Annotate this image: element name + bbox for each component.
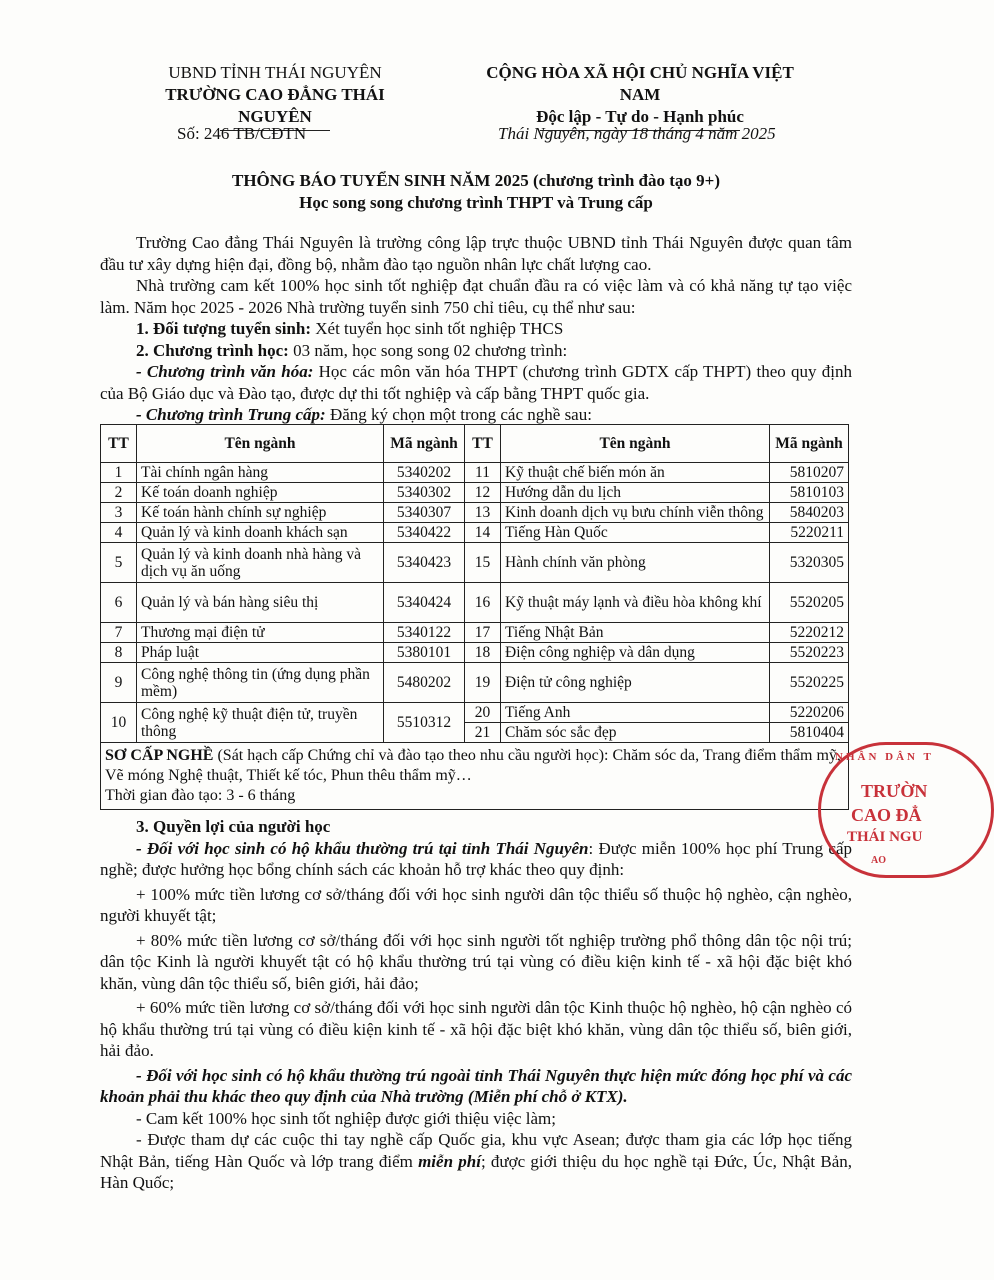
- major-number: 4: [101, 523, 137, 543]
- benefits-section: [100, 816, 852, 1194]
- free-of-charge: miễn phí: [418, 1151, 481, 1171]
- issuing-authority: [140, 62, 410, 131]
- table-header-row: [101, 425, 849, 463]
- majors-table: [100, 424, 849, 810]
- culture-program-text: Học các môn văn hóa THPT (chương trình GDTX cấp THPT) theo quy định của Bộ Giáo dục và Đào tạo, được dự thi tốt nghiệp và cấp bằng THPT quốc gia.: [100, 362, 852, 403]
- contests-and-classes: [100, 1129, 852, 1194]
- major-name: Công nghệ thông tin (ứng dụng phần mềm): [137, 663, 384, 703]
- local-students: [100, 838, 852, 881]
- major-number: 5: [101, 543, 137, 583]
- major-name: Kế toán hành chính sự nghiệp: [137, 503, 384, 523]
- major-code: 5220206: [770, 703, 849, 723]
- section-1-text: Xét tuyển học sinh tốt nghiệp THCS: [311, 319, 564, 338]
- major-number: 12: [465, 483, 501, 503]
- major-code: 5320305: [770, 543, 849, 583]
- header-name: Tên ngành: [501, 425, 770, 463]
- major-code: 5220212: [770, 623, 849, 643]
- contests-text-a: - Được tham dự các cuộc thi tay nghề cấp Quốc gia, khu vực Asean; được tham gia các lớp học tiếng Nhật Bản, tiếng Hàn Quốc và lớp trang điểm: [100, 1130, 852, 1171]
- major-name: Tiếng Anh: [501, 703, 770, 723]
- intro-paragraph-2: Nhà trường cam kết 100% học sinh tốt nghiệp đạt chuẩn đầu ra có việc làm và có khả năng tự tạo việc làm. Năm học 2025 - 2026 Nhà trường tuyển sinh 750 chỉ tiêu, cụ thể như sau:: [100, 276, 852, 317]
- major-name: Tiếng Hàn Quốc: [501, 523, 770, 543]
- section-2-label: 2. Chương trình học:: [136, 340, 289, 360]
- major-code: 5810207: [770, 463, 849, 483]
- table-row: [101, 623, 849, 643]
- major-number: 20: [465, 703, 501, 723]
- major-code: 5340307: [384, 503, 465, 523]
- header-tt: TT: [101, 425, 137, 463]
- seal-bottom-text: AO: [871, 855, 886, 866]
- table-row: [101, 583, 849, 623]
- major-code: 5520223: [770, 643, 849, 663]
- benefit-80: + 80% mức tiền lương cơ sở/tháng đối với học sinh người tốt nghiệp trường phổ thông dân tộc nội trú; dân tộc Kinh là người khuyết tật có hộ khẩu thường trú tại vùng có điều kiện kinh tế - xã hội đặc biệt khó khăn, vùng dân tộc thiểu số, biên giới, hải đảo;: [100, 930, 852, 993]
- section-2: [100, 340, 852, 362]
- major-name: Điện tử công nghiệp: [501, 663, 770, 703]
- major-name: Kỹ thuật máy lạnh và điều hòa không khí: [501, 583, 770, 623]
- major-number: 3: [101, 503, 137, 523]
- major-code: 5510312: [384, 703, 465, 743]
- title-line-1: THÔNG BÁO TUYỂN SINH NĂM 2025 (chương trình đào tạo 9+): [231, 171, 721, 190]
- benefits-heading: 3. Quyền lợi của người học: [136, 817, 331, 836]
- table-row: [101, 523, 849, 543]
- table-row: [101, 483, 849, 503]
- vocational-program-text: Đăng ký chọn một trong các nghề sau:: [325, 405, 592, 424]
- major-code: 5810103: [770, 483, 849, 503]
- major-number: 15: [465, 543, 501, 583]
- local-students-text: : Được miễn 100% học phí Trung cấp nghề; được hưởng học bổng chính sách các khoản hỗ trợ khác theo quy định:: [100, 838, 852, 879]
- major-name: Hướng dẫn du lịch: [501, 483, 770, 503]
- place-date: Thái Nguyên, ngày 18 tháng 4 năm 2025: [498, 124, 776, 143]
- short-course-cell: [101, 743, 849, 810]
- major-name: Hành chính văn phòng: [501, 543, 770, 583]
- major-number: 9: [101, 663, 137, 703]
- culture-program: [100, 361, 852, 404]
- major-name: Kế toán doanh nghiệp: [137, 483, 384, 503]
- benefit-60: + 60% mức tiền lương cơ sở/tháng đối với học sinh người dân tộc Kinh thuộc hộ nghèo, hộ cận nghèo có hộ khẩu thường trú tại vùng có điều kiện kinh tế - xã hội đặc biệt khó khăn, vùng dân tộc thiểu số, biên giới, hải đảo.: [100, 998, 852, 1060]
- section-1-label: 1. Đối tượng tuyển sinh:: [136, 319, 312, 338]
- major-number: 16: [465, 583, 501, 623]
- official-seal: [818, 742, 994, 878]
- major-number: 1: [101, 463, 137, 483]
- major-name: Thương mại điện tử: [137, 623, 384, 643]
- table-row: [101, 703, 849, 723]
- header-code: Mã ngành: [384, 425, 465, 463]
- table-row: [101, 543, 849, 583]
- vocational-program-label: - Chương trình Trung cấp:: [136, 405, 326, 424]
- major-code: 5220211: [770, 523, 849, 543]
- major-number: 8: [101, 643, 137, 663]
- major-name: Chăm sóc sắc đẹp: [501, 723, 770, 743]
- benefit-100: + 100% mức tiền lương cơ sở/tháng đối với học sinh người dân tộc thiểu số thuộc hộ nghèo, cận nghèo, người khuyết tật;: [100, 884, 852, 925]
- major-number: 7: [101, 623, 137, 643]
- major-code: 5340202: [384, 463, 465, 483]
- table-row: [101, 463, 849, 483]
- major-code: 5520205: [770, 583, 849, 623]
- contests-text-b: ; được giới thiệu du học nghề tại Đức, Úc, Nhật Bản, Hàn Quốc;: [100, 1151, 852, 1192]
- seal-line-3: THÁI NGU: [847, 829, 923, 845]
- major-name: Kinh doanh dịch vụ bưu chính viễn thông: [501, 503, 770, 523]
- major-number: 2: [101, 483, 137, 503]
- job-commitment: - Cam kết 100% học sinh tốt nghiệp được giới thiệu việc làm;: [136, 1108, 557, 1128]
- short-course-duration: Thời gian đào tạo: 3 - 6 tháng: [105, 787, 296, 804]
- major-name: Tiếng Nhật Bản: [501, 623, 770, 643]
- major-name: Kỹ thuật chế biến món ăn: [501, 463, 770, 483]
- major-number: 19: [465, 663, 501, 703]
- short-course-label: SƠ CẤP NGHỀ: [105, 747, 214, 764]
- major-code: 5840203: [770, 503, 849, 523]
- major-name: Tài chính ngân hàng: [137, 463, 384, 483]
- majors-body: [101, 463, 849, 743]
- outside-students: - Đối với học sinh có hộ khẩu thường trú ngoài tỉnh Thái Nguyên thực hiện mức đóng học phí và các khoản phải thu khác theo quy định của Nhà trường (Miễn phí chỗ ở KTX).: [100, 1065, 852, 1106]
- major-code: 5380101: [384, 643, 465, 663]
- major-number: 21: [465, 723, 501, 743]
- section-1: [100, 318, 852, 340]
- header-name: Tên ngành: [137, 425, 384, 463]
- major-number: 10: [101, 703, 137, 743]
- seal-line-2: CAO ĐẲ: [851, 805, 922, 825]
- title-line-2: Học song song chương trình THPT và Trung cấp: [299, 193, 653, 212]
- country-name: CỘNG HÒA XÃ HỘI CHỦ NGHĨA VIỆT NAM: [486, 63, 794, 104]
- seal-line-1: TRƯỜN: [861, 781, 928, 801]
- table-row: [101, 643, 849, 663]
- major-number: 6: [101, 583, 137, 623]
- major-number: 17: [465, 623, 501, 643]
- intro-body: [100, 232, 852, 426]
- major-number: 14: [465, 523, 501, 543]
- header-code: Mã ngành: [770, 425, 849, 463]
- motto: Độc lập - Tự do - Hạnh phúc: [536, 107, 744, 126]
- seal-arc-text: NHÂN DÂN T: [835, 751, 934, 763]
- major-number: 11: [465, 463, 501, 483]
- school-name: TRƯỜNG CAO ĐẲNG THÁI NGUYÊN: [165, 85, 385, 126]
- table-row: [101, 663, 849, 703]
- document-title: [100, 170, 852, 214]
- vocational-program: [100, 404, 852, 426]
- authority-name: UBND TỈNH THÁI NGUYÊN: [168, 63, 382, 82]
- major-name: Quản lý và bán hàng siêu thị: [137, 583, 384, 623]
- major-name: Pháp luật: [137, 643, 384, 663]
- document-number: Số: 246 TB/CĐTN: [177, 124, 307, 143]
- major-code: 5340422: [384, 523, 465, 543]
- major-code: 5520225: [770, 663, 849, 703]
- culture-program-label: - Chương trình văn hóa:: [136, 362, 314, 381]
- major-number: 13: [465, 503, 501, 523]
- major-name: Quản lý và kinh doanh khách sạn: [137, 523, 384, 543]
- major-number: 18: [465, 643, 501, 663]
- major-code: 5340423: [384, 543, 465, 583]
- major-code: 5480202: [384, 663, 465, 703]
- major-name: Điện công nghiệp và dân dụng: [501, 643, 770, 663]
- local-students-label: - Đối với học sinh có hộ khẩu thường trú tại tỉnh Thái Nguyên: [136, 838, 589, 858]
- short-course-row: [101, 743, 849, 810]
- major-name: Quản lý và kinh doanh nhà hàng và dịch vụ ăn uống: [137, 543, 384, 583]
- national-motto: [470, 62, 810, 131]
- short-course-text: (Sát hạch cấp Chứng chỉ và đào tạo theo nhu cầu người học): Chăm sóc da, Trang điểm thẩm mỹ, Vẽ móng Nghệ thuật, Thiết kế tóc, Phun thêu thẩm mỹ…: [105, 747, 841, 784]
- table-row: [101, 503, 849, 523]
- major-name: Công nghệ kỹ thuật điện tử, truyền thông: [137, 703, 384, 743]
- major-code: 5340122: [384, 623, 465, 643]
- section-2-text: 03 năm, học song song 02 chương trình:: [288, 340, 568, 360]
- major-code: 5340424: [384, 583, 465, 623]
- header-tt: TT: [465, 425, 501, 463]
- intro-paragraph-1: Trường Cao đẳng Thái Nguyên là trường công lập trực thuộc UBND tỉnh Thái Nguyên được quan tâm đầu tư xây dựng hiện đại, đồng bộ, nhằm đào tạo nguồn nhân lực chất lượng cao.: [100, 233, 852, 274]
- major-code: 5810404: [770, 723, 849, 743]
- major-code: 5340302: [384, 483, 465, 503]
